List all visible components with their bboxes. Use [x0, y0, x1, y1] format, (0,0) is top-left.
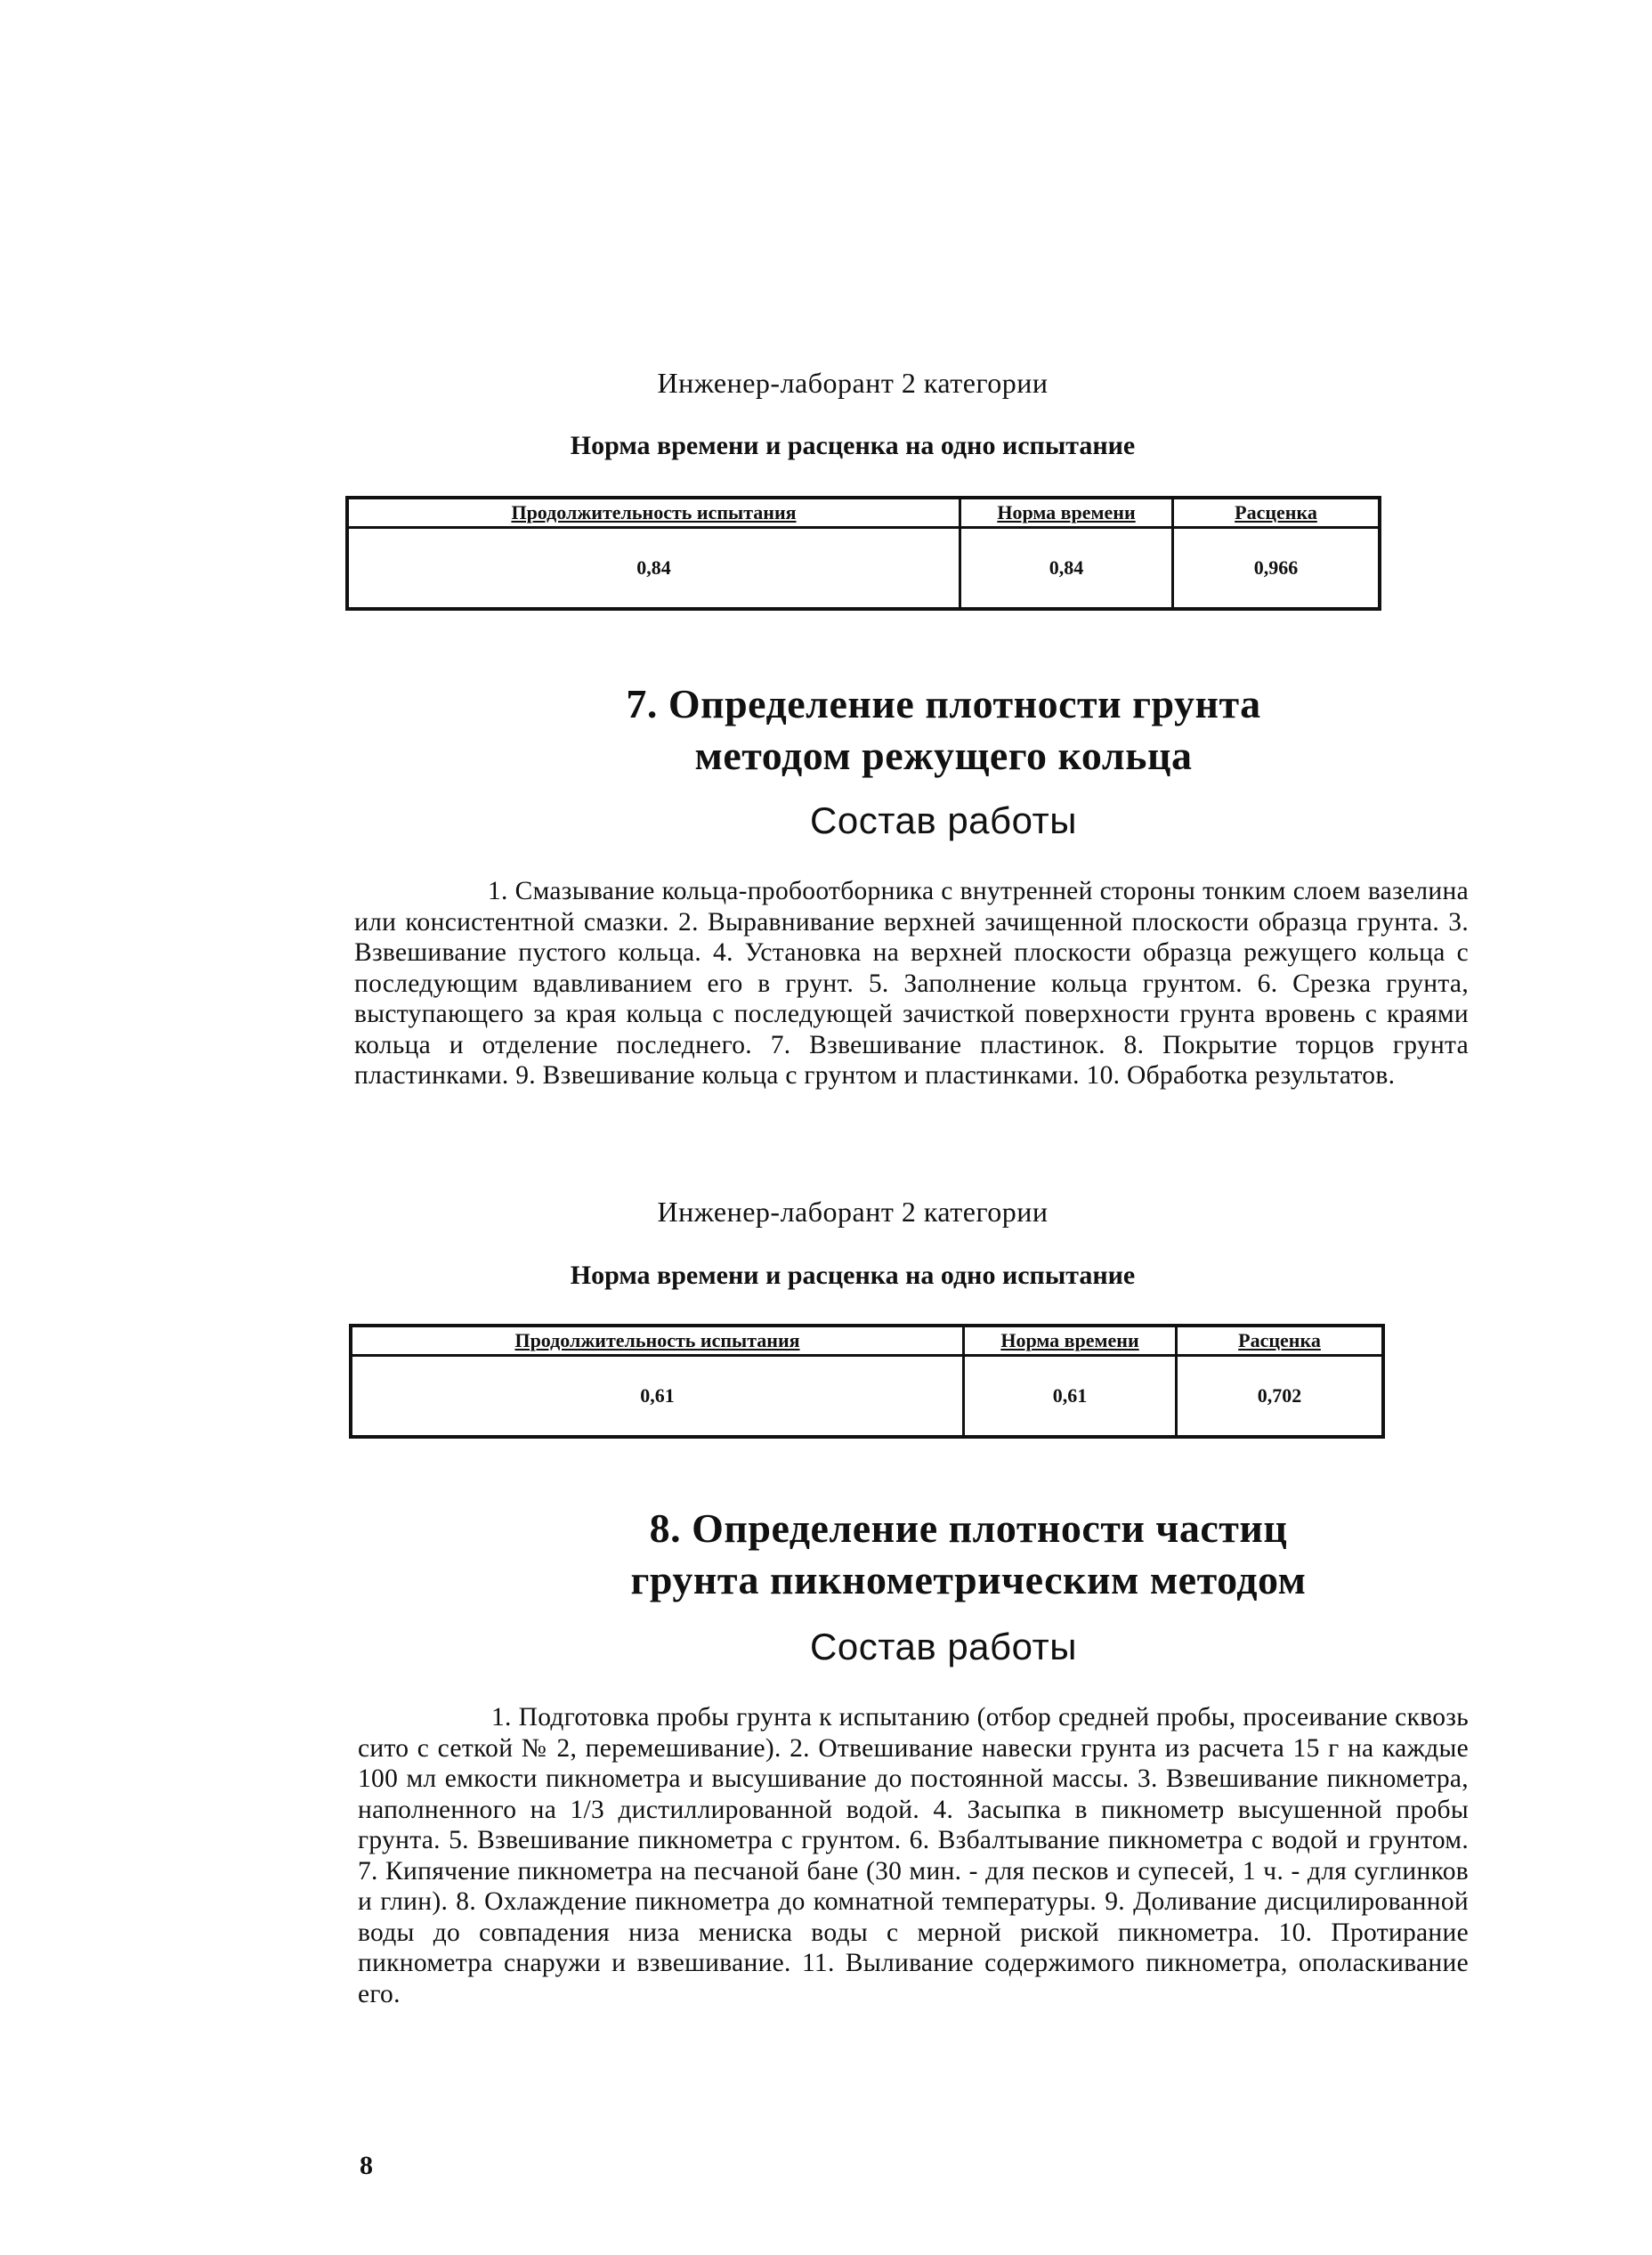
- section-7-heading-line1: 7. Определение плотности грунта: [626, 681, 1261, 726]
- role-caption-2: Инженер-лаборант 2 категории: [657, 1196, 1049, 1228]
- header-time-norm: Норма времени: [960, 498, 1173, 528]
- section-8-heading-line2: грунта пикнометрическим методом: [630, 1557, 1307, 1602]
- header-rate: Расценка: [1173, 498, 1381, 528]
- value-rate: 0,966: [1173, 528, 1381, 610]
- header-duration: Продолжительность испытания: [347, 498, 960, 528]
- section-8-heading-line1: 8. Определение плотности частиц: [649, 1505, 1288, 1551]
- table-header-row: [347, 498, 1380, 528]
- norm-title-2: Норма времени и расценка на одно испытание: [570, 1261, 1136, 1290]
- role-caption-1: Инженер-лаборант 2 категории: [657, 367, 1049, 399]
- header-duration: Продолжительность испытания: [351, 1326, 964, 1356]
- section-8-text: [358, 1702, 1469, 2009]
- section-8-paragraph: 1. Подготовка пробы грунта к испытанию (отбор средней пробы, просеивание сквозь сито с сеткой № 2, перемешивание). 2. Отвешивание навески грунта из расчета 15 г на каждые 100 мл емкости пикнометра и высушивание до постоянной массы. 3. Взвешивание пикнометра, наполненного на 1/3 дистиллированной водой. 4. Засыпка в пикнометр высушенной пробы грунта. 5. Взвешивание пикнометра с грунтом. 6. Взбалтывание пикнометра с водой и грунтом. 7. Кипячение пикнометра на песчаной бане (30 мин. - для песков и супесей, 1 ч. - для суглинков и глин). 8. Охлаждение пикнометра до комнатной температуры. 9. Доливание дисцилированной воды до совпадения низа мениска воды с мерной риской пикнометра. 10. Протирание пикнометра снаружи и взвешивание. 11. Выливание содержимого пикнометра, ополаскивание его.: [358, 1703, 1469, 2008]
- value-time-norm: 0,84: [960, 528, 1173, 610]
- value-duration: 0,84: [347, 528, 960, 610]
- table-row: [351, 1356, 1383, 1438]
- norm-title-1: Норма времени и расценка на одно испытание: [570, 431, 1136, 460]
- section-8-heading: [142, 1503, 1652, 1606]
- value-rate: 0,702: [1177, 1356, 1384, 1438]
- section-7-subheading: Состав работы: [810, 799, 1077, 841]
- value-time-norm: 0,61: [964, 1356, 1177, 1438]
- value-duration: 0,61: [351, 1356, 964, 1438]
- section-7-heading: [117, 678, 1652, 782]
- header-rate: Расценка: [1177, 1326, 1384, 1356]
- section-7-text: [354, 876, 1469, 1091]
- section-7-paragraph: 1. Смазывание кольца-пробоотборника с внутренней стороны тонким слоем вазелина или консистентной смазки. 2. Выравнивание верхней зачищенной плоскости образца грунта. 3. Взвешивание пустого кольца. 4. Установка на верхней плоскости образца режущего кольца с последующим вдавливанием его в грунт. 5. Заполнение кольца грунтом. 6. Срезка грунта, выступающего за края кольца с последующей зачисткой поверхности грунта вровень с краями кольца и отделение последнего. 7. Взвешивание пластинок. 8. Покрытие торцов грунта пластинками. 9. Взвешивание кольца с грунтом и пластинками. 10. Обработка результатов.: [354, 877, 1469, 1090]
- table-header-row: [351, 1326, 1383, 1356]
- section-8-subheading: Состав работы: [810, 1626, 1077, 1667]
- page-number: 8: [360, 2151, 373, 2180]
- section-7-heading-line2: методом режущего кольца: [694, 733, 1193, 778]
- table-row: [347, 528, 1380, 610]
- norm-table-2: [349, 1324, 1385, 1439]
- header-time-norm: Норма времени: [964, 1326, 1177, 1356]
- norm-table-1: [345, 496, 1381, 611]
